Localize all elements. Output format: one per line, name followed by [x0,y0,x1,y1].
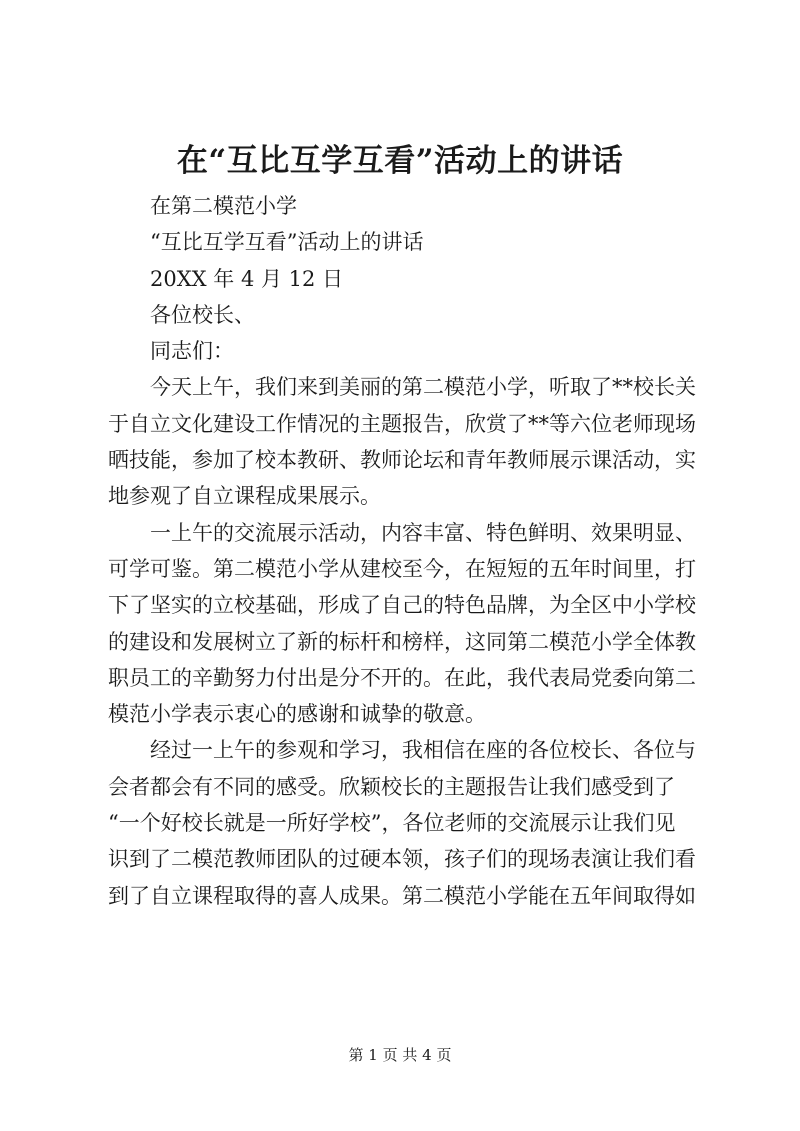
paragraph-line: 经过一上午的参观和学习，我相信在座的各位校长、各位与 [150,738,696,763]
paragraph-line: 今天上午，我们来到美丽的第二模范小学，听取了**校长关 [150,375,696,400]
paragraph-line: 到了自立课程取得的喜人成果。第二模范小学能在五年间取得如 [108,883,696,908]
document-title: 在“互比互学互看”活动上的讲话 [176,143,624,179]
paragraph-line: 一上午的交流展示活动，内容丰富、特色鲜明、效果明显、 [150,520,696,545]
paragraph-line: 下了坚实的立校基础，形成了自己的特色品牌，为全区中小学校 [108,593,696,618]
paragraph-line: 职员工的辛勤努力付出是分不开的。在此，我代表局党委向第二 [108,665,696,690]
document-body [108,188,708,914]
paragraph-line: 识到了二模范教师团队的过硬本领，孩子们的现场表演让我们看 [108,847,696,872]
header-line: 各位校长、 [150,302,255,327]
paragraph-line: 的建设和发展树立了新的标杆和榜样，这同第二模范小学全体教 [108,629,696,654]
paragraph-line: 地参观了自立课程成果展示。 [108,484,381,509]
paragraph-line: 会者都会有不同的感受。欣颖校长的主题报告让我们感受到了 [108,774,675,799]
header-line: “互比互学互看”活动上的讲话 [150,230,424,255]
paragraph-line: 于自立文化建设工作情况的主题报告，欣赏了**等六位老师现场 [108,411,696,436]
paragraph-line: 模范小学表示衷心的感谢和诚挚的敬意。 [108,702,486,727]
header-line: 20XX 年 4 月 12 日 [150,266,344,291]
paragraph-line: 晒技能，参加了校本教研、教师论坛和青年教师展示课活动，实 [108,448,696,473]
paragraph [108,732,708,913]
header-line: 同志们： [150,339,234,364]
page-footer: 第 1 页 共 4 页 [348,1046,452,1064]
paragraph [108,369,708,514]
header-line: 在第二模范小学 [150,194,297,218]
paragraph [108,515,708,733]
paragraph-line: 可学可鉴。第二模范小学从建校至今，在短短的五年时间里，打 [108,556,696,581]
paragraph-line: “一个好校长就是一所好学校”，各位老师的交流展示让我们见 [108,811,676,836]
